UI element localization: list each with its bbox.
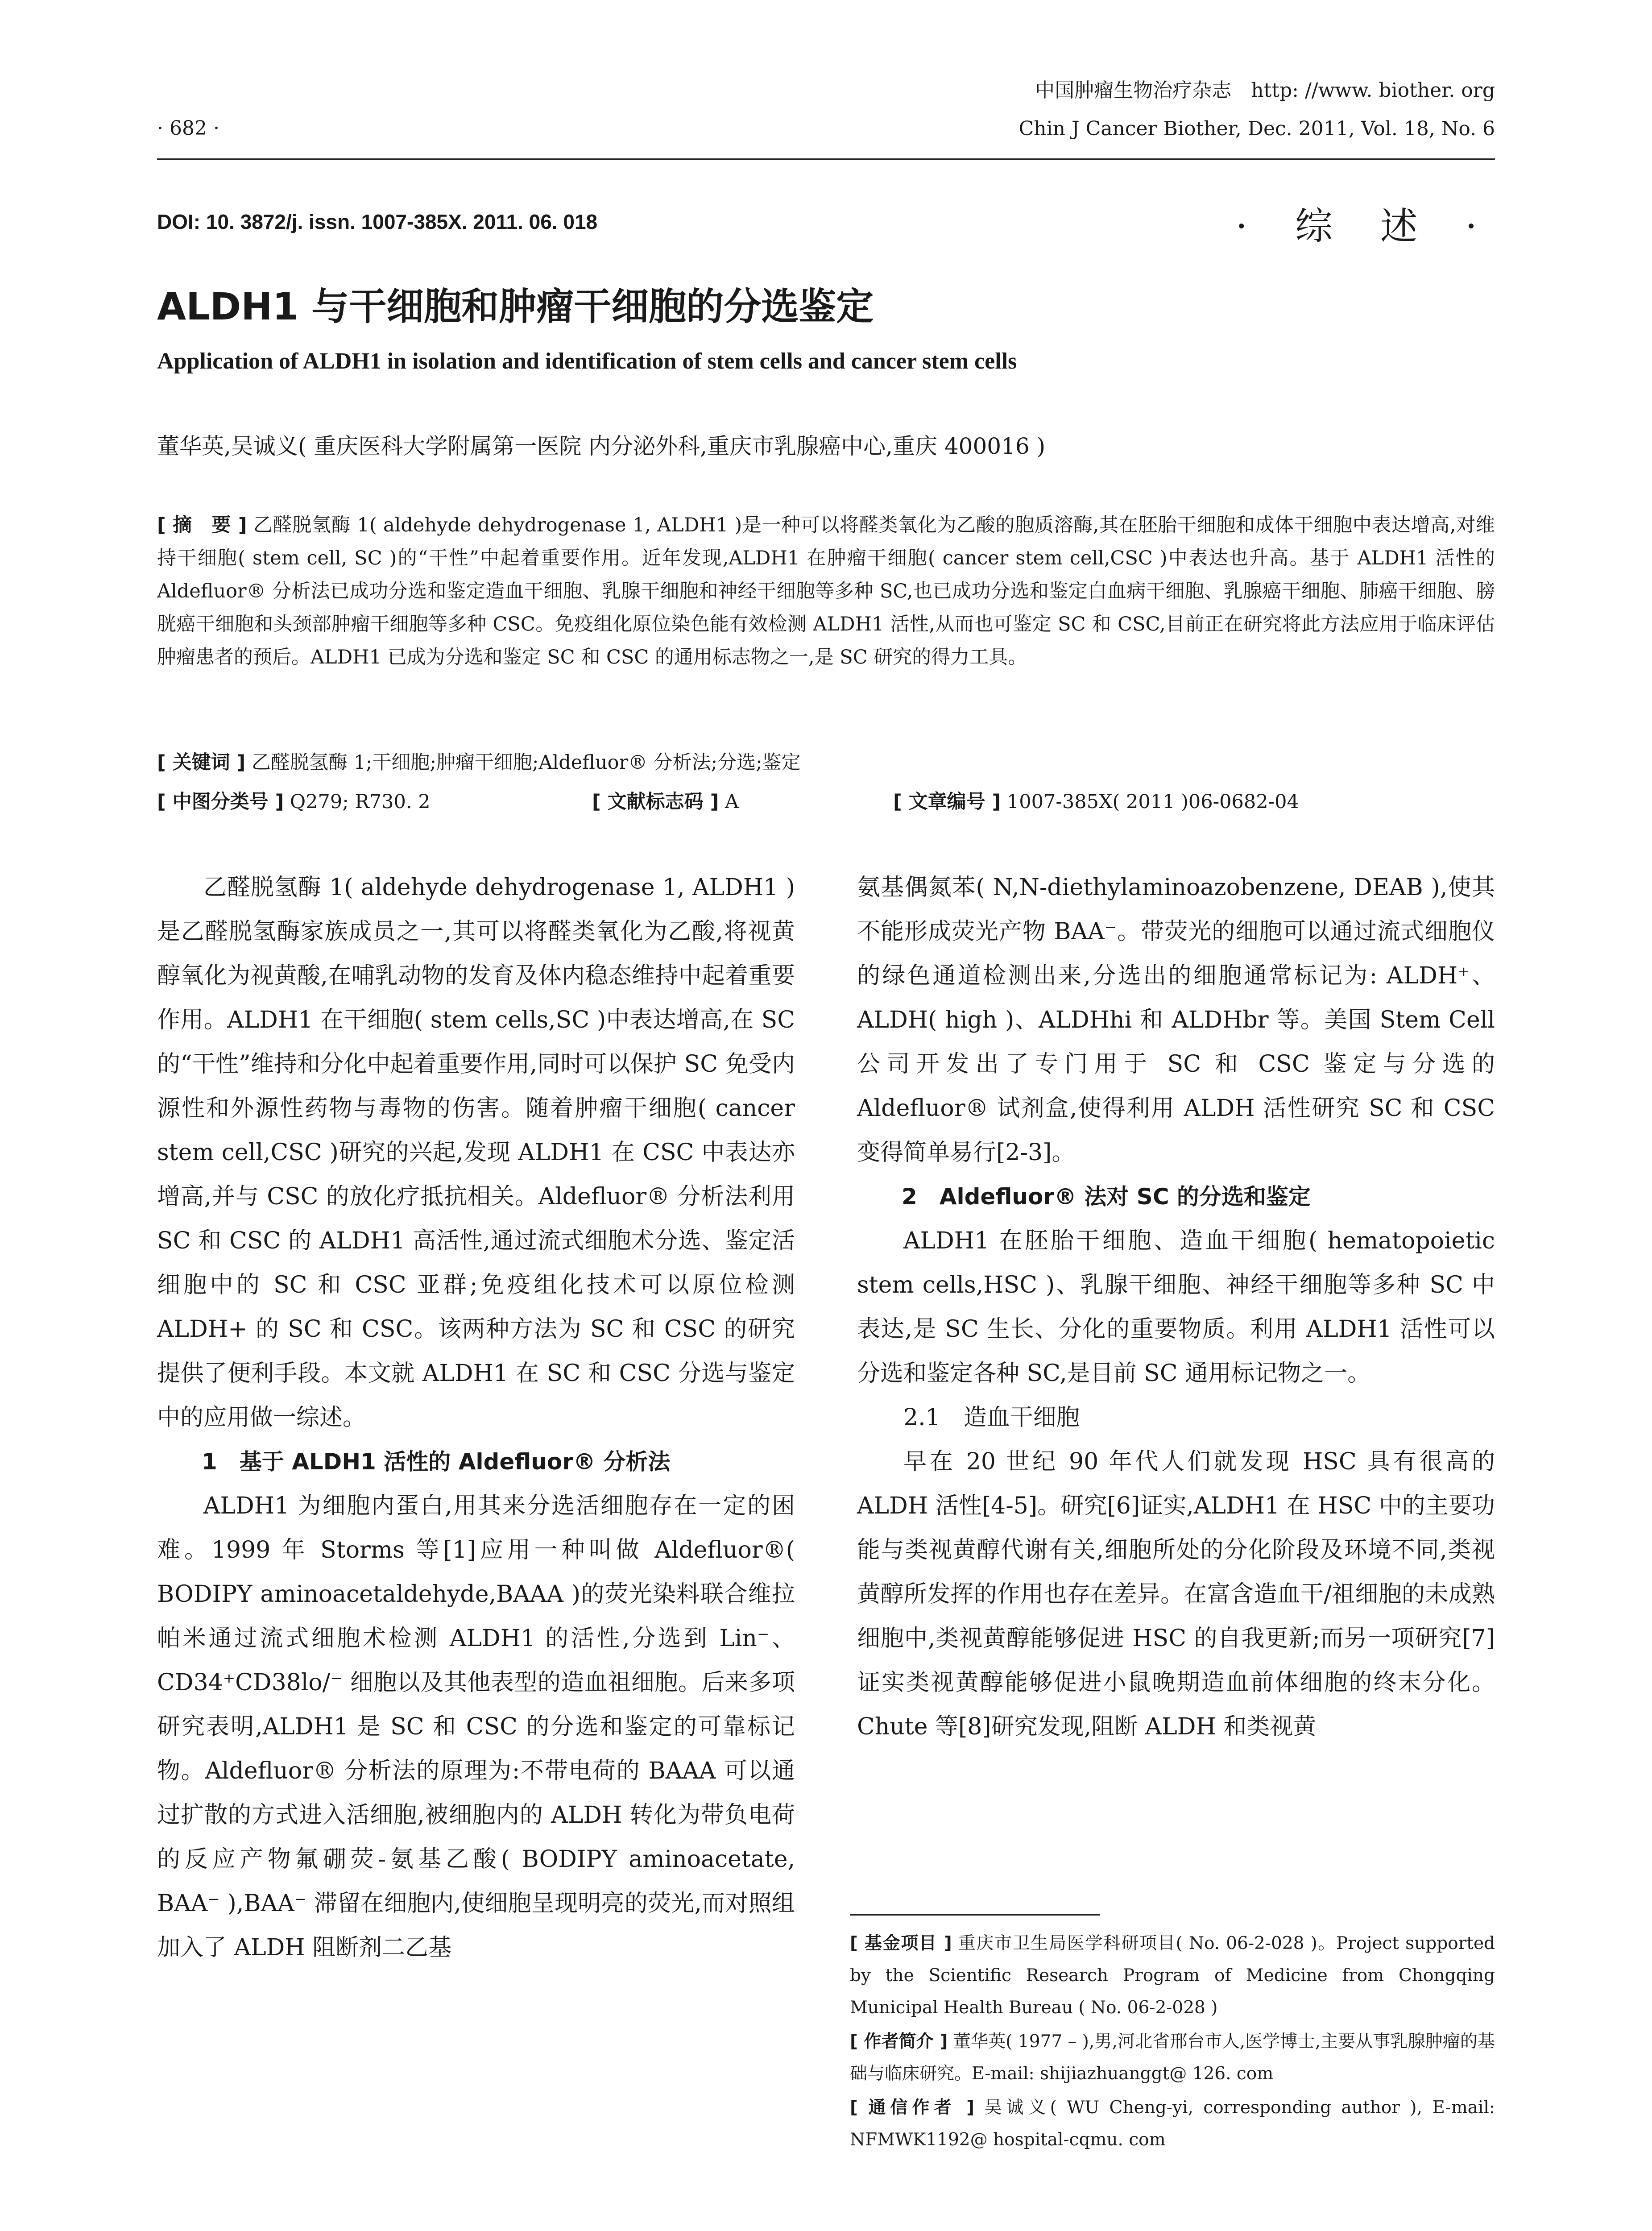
article-number-item [893, 785, 1299, 818]
title-english: Application of ALDH1 in isolation and identification of stem cells and cancer stem cells [157, 348, 1017, 374]
abstract-label: [ 摘 要 ] [157, 514, 247, 536]
continued-paragraph: 氨基偶氮苯( N,N-diethylaminoazobenzene, DEAB ),使其不能形成荧光产物 BAA⁻。带荧光的细胞可以通过流式细胞仪的绿色通道检测出来,分选出的细胞通常标记为: ALDH⁺、ALDH( high )、ALDHhi 和 ALDHbr 等。美国 Stem Cell 公司开发出了专门用于 SC 和 CSC 鉴定与分选的 Aldefluor® 试剂盒,使得利用 ALDH 活性研究 SC 和 CSC 变得简单易行[2-3]。 [857, 874, 1495, 1166]
section-2-heading: 2 Aldefluor® 法对 SC 的分选和鉴定 [902, 1184, 1311, 1210]
section-tag: · 综 述 · [1235, 204, 1495, 248]
footnotes [850, 1928, 1495, 2158]
right-column [857, 866, 1495, 1749]
journal-header-line1: 中国肿瘤生物治疗杂志 http: //www. biother. org [1035, 79, 1495, 102]
doc-code-value: A [725, 791, 739, 813]
doc-code-label: [ 文献标志码 ] [592, 791, 719, 813]
title-chinese: ALDH1 与干细胞和肿瘤干细胞的分选鉴定 [157, 285, 874, 328]
article-number-label: [ 文章编号 ] [893, 791, 1001, 813]
section-1-heading: 1 基于 ALDH1 活性的 Aldefluor® 分析法 [202, 1449, 671, 1475]
clc-item [157, 785, 431, 818]
journal-header-line2: Chin J Cancer Biother, Dec. 2011, Vol. 18, No. 6 [1019, 117, 1495, 140]
left-column [157, 866, 795, 1970]
clc-value: Q279; R730. 2 [290, 791, 431, 813]
section-2-1-paragraph: 早在 20 世纪 90 年代人们就发现 HSC 具有很高的 ALDH 活性[4-5]。研究[6]证实,ALDH1 在 HSC 中的主要功能与类视黄醇代谢有关,细胞所处的分化阶段及环境不同,类视黄醇所发挥的作用也存在差异。在富含造血干/祖细胞的未成熟细胞中,类视黄醇能够促进 HSC 的自我更新;而另一项研究[7]证实类视黄醇能够促进小鼠晚期造血前体细胞的终末分化。Chute 等[8]研究发现,阻断 ALDH 和类视黄 [857, 1448, 1495, 1740]
doc-code-item [592, 785, 739, 818]
doi: DOI: 10. 3872/j. issn. 1007-385X. 2011. 06. 018 [157, 210, 598, 233]
funding-note [850, 1928, 1495, 2024]
funding-text: 重庆市卫生局医学科研项目( No. 06-2-028 )。Project supported by the Scientific Research Program of Medicine from Chongqing Municipal Health Bureau ( No. 06-2-028 ) [850, 1933, 1495, 2018]
keywords-label: [ 关键词 ] [157, 751, 246, 774]
journal-header [1019, 71, 1495, 148]
page-number: · 682 · [157, 117, 219, 140]
keywords [157, 746, 1495, 779]
corresponding-author-label: [ 通信作者 ] [850, 2098, 975, 2118]
corresponding-author-text: 吴诚义( WU Cheng-yi, corresponding author ), E-mail: NFMWK1192@ hospital-cqmu. com [850, 2098, 1495, 2150]
abstract-text: 乙醛脱氢酶 1( aldehyde dehydrogenase 1, ALDH1 )是一种可以将醛类氧化为乙酸的胞质溶酶,其在胚胎干细胞和成体干细胞中表达增高,对维持干细胞( stem cell, SC )的“干性”中起着重要作用。近年发现,ALDH1 在肿瘤干细胞( cancer stem cell,CSC )中表达也升高。基于 ALDH1 活性的 Aldefluor® 分析法已成功分选和鉴定造血干细胞、乳腺干细胞和神经干细胞等多种 SC,也已成功分选和鉴定白血病干细胞、乳腺癌干细胞、肺癌干细胞、膀胱癌干细胞和头颈部肿瘤干细胞等多种 CSC。免疫组化原位染色能有效检测 ALDH1 活性,从而也可鉴定 SC 和 CSC,目前正在研究将此方法应用于临床评估肿瘤患者的预后。ALDH1 已成为分选和鉴定 SC 和 CSC 的通用标志物之一,是 SC 研究的得力工具。 [157, 514, 1495, 668]
header-rule [157, 158, 1495, 160]
author-bio-note [850, 2026, 1495, 2090]
intro-paragraph: 乙醛脱氢酶 1( aldehyde dehydrogenase 1, ALDH1 )是乙醛脱氢酶家族成员之一,其可以将醛类氧化为乙酸,将视黄醇氧化为视黄酸,在哺乳动物的发育及体内稳态维持中起着重要作用。ALDH1 在干细胞( stem cells,SC )中表达增高,在 SC 的“干性”维持和分化中起着重要作用,同时可以保护 SC 免受内源性和外源性药物与毒物的伤害。随着肿瘤干细胞( cancer stem cell,CSC )研究的兴起,发现 ALDH1 在 CSC 中表达亦增高,并与 CSC 的放化疗抵抗相关。Aldefluor® 分析法利用 SC 和 CSC 的 ALDH1 高活性,通过流式细胞术分选、鉴定活细胞中的 SC 和 CSC 亚群;免疫组化技术可以原位检测 ALDH+ 的 SC 和 CSC。该两种方法为 SC 和 CSC 的研究提供了便利手段。本文就 ALDH1 在 SC 和 CSC 分选与鉴定中的应用做一综述。 [157, 874, 795, 1431]
keywords-text: 乙醛脱氢酶 1;干细胞;肿瘤干细胞;Aldefluor® 分析法;分选;鉴定 [251, 751, 801, 774]
corresponding-author-note [850, 2092, 1495, 2156]
clc-label: [ 中图分类号 ] [157, 791, 284, 813]
abstract [157, 509, 1495, 674]
authors: 董华英,吴诚义( 重庆医科大学附属第一医院 内分泌外科,重庆市乳腺癌中心,重庆 400016 ) [157, 433, 1046, 459]
section-2-paragraph: ALDH1 在胚胎干细胞、造血干细胞( hematopoietic stem cells,HSC )、乳腺干细胞、神经干细胞等多种 SC 中表达,是 SC 生长、分化的重要物质。利用 ALDH1 活性可以分选和鉴定各种 SC,是目前 SC 通用标记物之一。 [857, 1227, 1495, 1387]
footnote-rule [850, 1914, 1100, 1916]
funding-label: [ 基金项目 ] [850, 1933, 952, 1953]
article-number-value: 1007-385X( 2011 )06-0682-04 [1006, 791, 1299, 813]
section-1-paragraph: ALDH1 为细胞内蛋白,用其来分选活细胞存在一定的困难。1999 年 Storms 等[1]应用一种叫做 Aldefluor®( BODIPY aminoacetaldehyde,BAAA )的荧光染料联合维拉帕米通过流式细胞术检测 ALDH1 的活性,分选到 Lin⁻、CD34⁺CD38lo/⁻ 细胞以及其他表型的造血祖细胞。后来多项研究表明,ALDH1 是 SC 和 CSC 的分选和鉴定的可靠标记物。Aldefluor® 分析法的原理为:不带电荷的 BAAA 可以通过扩散的方式进入活细胞,被细胞内的 ALDH 转化为带负电荷的反应产物氟硼荧-氨基乙酸( BODIPY aminoacetate, BAA⁻ ),BAA⁻ 滞留在细胞内,使细胞呈现明亮的荧光,而对照组加入了 ALDH 阻断剂二乙基 [157, 1493, 795, 1961]
author-bio-label: [ 作者简介 ] [850, 2032, 948, 2052]
section-2-1-heading: 2.1 造血干细胞 [903, 1404, 1080, 1431]
author-bio-text: 董华英( 1977 – ),男,河北省邢台市人,医学博士,主要从事乳腺肿瘤的基础与临床研究。E-mail: shijiazhuanggt@ 126. com [850, 2032, 1495, 2084]
